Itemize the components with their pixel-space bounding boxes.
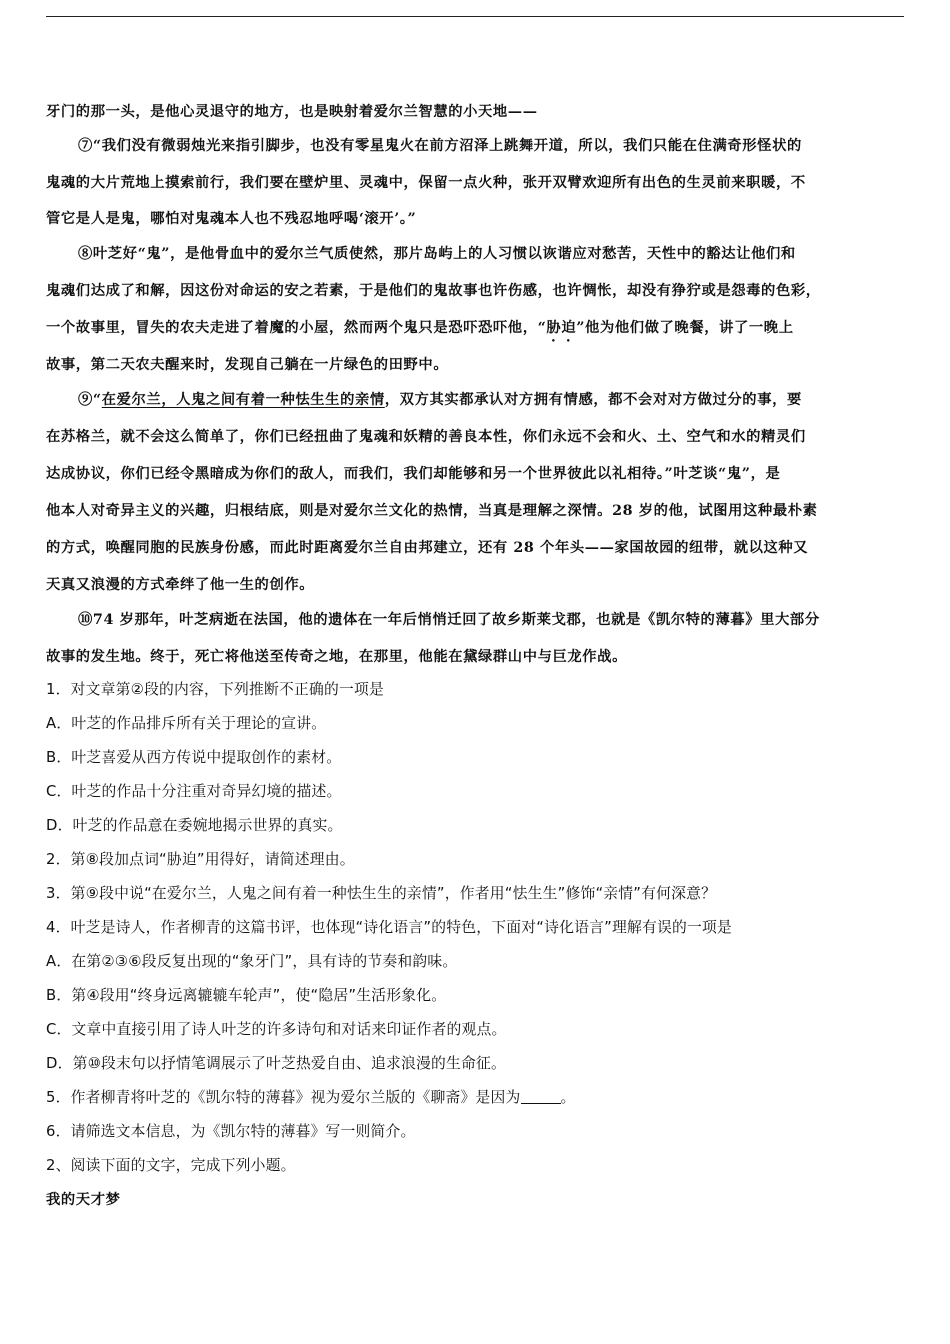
paragraph-10-line: ⑩74 岁那年，叶芝病逝在法国，他的遗体在一年后悄悄迁回了故乡斯莱戈郡，也就是《凯尔特的薄暮》里大部分 xyxy=(78,612,820,628)
article-title: 我的天才梦 xyxy=(46,1192,121,1208)
question-4: 4．叶芝是诗人，作者柳青的这篇书评，也体现“诗化语言”的特色，下面对“诗化语言”理解有误的一项是 xyxy=(46,919,732,936)
question-text: 。 xyxy=(560,1089,576,1106)
option-a: A．叶芝的作品排斥所有关于理论的宣讲。 xyxy=(46,715,327,732)
paragraph-9-line: 他本人对奇异主义的兴趣，归根结底，则是对爱尔兰文化的热情，当真是理解之深情。28 岁的他，试图用这种最朴素 xyxy=(46,503,818,519)
paragraph-8-line xyxy=(46,318,794,345)
paragraph-9-line: 在苏格兰，就不会这么简单了，你们已经扭曲了鬼魂和妖精的善良本性，你们永远不会和火、土、空气和水的精灵们 xyxy=(46,429,806,445)
question-2: 2．第⑧段加点词“胁迫”用得好，请简述理由。 xyxy=(46,851,355,868)
text-segment: ⑨“ xyxy=(78,392,102,408)
paragraph-7-line: 鬼魂的大片荒地上摸索前行，我们要在壁炉里、灵魂中，保留一点火种，张开双臂欢迎所有出色的生灵前来职暖，不 xyxy=(46,175,806,191)
paragraph-10-line: 故事的发生地。终于，死亡将他送至传奇之地，在那里，他能在黛绿群山中与巨龙作战。 xyxy=(46,649,627,665)
answer-blank[interactable] xyxy=(521,1089,561,1104)
text-segment: ，双方其实都承认对方拥有情感，都不会对对方做过分的事，要 xyxy=(384,392,802,408)
passage-line: 牙门的那一头，是他心灵退守的地方，也是映射着爱尔兰智慧的小天地—— xyxy=(46,104,538,120)
paragraph-7-line: 管它是人是鬼，哪怕对鬼魂本人也不残忍地呼喝‘滚开’。” xyxy=(46,211,417,227)
option-d: D．第⑩段末句以抒情笔调展示了叶芝热爱自由、追求浪漫的生命征。 xyxy=(46,1055,506,1072)
paragraph-9-line: 天真又浪漫的方式牵绊了他一生的创作。 xyxy=(46,577,315,593)
text-segment: 一个故事里，冒失的农夫走进了着魔的小屋，然而两个鬼只是恐吓恐吓他，“ xyxy=(46,320,547,336)
paragraph-8-line: 故事，第二天农夫醒来时，发现自己躺在一片绿色的田野中。 xyxy=(46,357,449,373)
option-c: C．叶芝的作品十分注重对奇异幻境的描述。 xyxy=(46,783,342,800)
option-b: B．第④段用“终身远离辘辘车轮声”，使“隐居”生活形象化。 xyxy=(46,987,447,1004)
paragraph-9-line: 的方式，唤醒同胞的民族身份感，而此时距离爱尔兰自由邦建立，还有 28 个年头——家国故园的纽带，就以这种又 xyxy=(46,540,809,556)
option-a: A．在第②③⑥段反复出现的“象牙门”，具有诗的节奏和韵味。 xyxy=(46,953,458,970)
paragraph-9-line xyxy=(78,390,802,410)
text-segment: ”他为他们做了晚餐，讲了一晚上 xyxy=(576,320,794,336)
question-text: 5．作者柳青将叶芝的《凯尔特的薄暮》视为爱尔兰版的《聊斋》是因为 xyxy=(46,1089,521,1106)
option-b: B．叶芝喜爱从西方传说中提取创作的素材。 xyxy=(46,749,342,766)
question-6: 6．请筛选文本信息，为《凯尔特的薄暮》写一则简介。 xyxy=(46,1123,416,1140)
question-3: 3．第⑨段中说“在爱尔兰，人鬼之间有着一种怯生生的亲情”，作者用“怯生生”修饰“亲情”有何深意？ xyxy=(46,885,717,902)
option-d: D．叶芝的作品意在委婉地揭示世界的真实。 xyxy=(46,817,343,834)
question-1: 1．对文章第②段的内容，下列推断不正确的一项是 xyxy=(46,681,385,698)
paragraph-7-line: ⑦“我们没有微弱烛光来指引脚步，也没有零星鬼火在前方沼泽上跳舞开道，所以，我们只能在住满奇形怪状的 xyxy=(78,138,802,154)
paragraph-9-line: 达成协议，你们已经令黑暗成为你们的敌人，而我们，我们却能够和另一个世界彼此以礼相待。”叶芝谈“鬼”，是 xyxy=(46,466,781,482)
paragraph-8-line: ⑧叶芝好“鬼”，是他骨血中的爱尔兰气质使然，那片岛屿上的人习惯以诙谐应对愁苦，天性中的豁达让他们和 xyxy=(78,246,796,262)
underlined-sentence: 在爱尔兰，人鬼之间有着一种怯生生的亲情 xyxy=(101,392,385,408)
header-rule xyxy=(46,16,904,17)
paragraph-8-line: 鬼魂们达成了和解，因这份对命运的安之若素，于是他们的鬼故事也许伤感，也许惆怅，却没有狰狞或是怨毒的色彩， xyxy=(46,283,821,299)
section-2-heading: 2、阅读下面的文字，完成下列小题。 xyxy=(46,1157,296,1174)
option-c: C．文章中直接引用了诗人叶芝的许多诗句和对话来印证作者的观点。 xyxy=(46,1021,507,1038)
emphasized-word: 胁迫 xyxy=(546,320,577,336)
question-5 xyxy=(46,1088,576,1108)
